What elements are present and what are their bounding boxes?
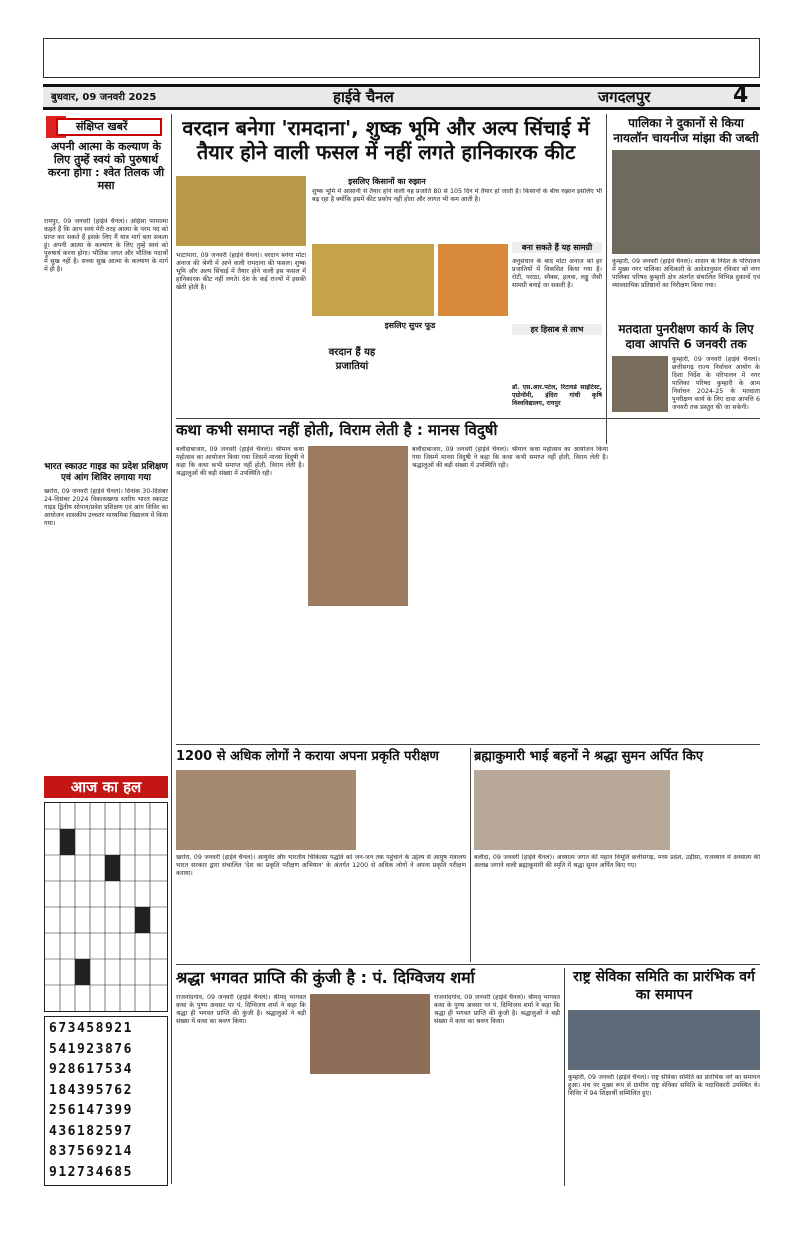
left-story2-body: खरोरा, 09 जनवरी (हाईवे चैनल)। दिनांक 30-दिसंबर 24-दिसंबर 2024 विकासखण्ड स्तरीय भारत स्काउट गाइड द्वितीय सोपान/प्रवेश प्रशिक्षण एवं आंग शिविर का आयोजन शासकीय उच्चतर माध्यमिक विद्यालय में किया गया। (44, 488, 168, 527)
sudoku-row: 837569214 (49, 1144, 133, 1159)
grain-closeup-photo (438, 244, 508, 316)
sudoku-row: 673458921 (49, 1021, 133, 1036)
page-number: 4 (733, 83, 749, 108)
brahma-headline: ब्रह्माकुमारी भाई बहनों ने श्रद्धा सुमन अर्पित किए (474, 749, 704, 764)
right-top-headline: पालिका ने दुकानों से किया नायलॉन चायनीज मांझा की जब्ती (613, 116, 759, 145)
lead-body-3: अनुसंधान के बाद मोटा अनाज को हर प्रजातियों में विकसित किया गया है। रोटी, पराठा, स्नैक्स, हलवा, लड्डू जैसी सामग्री बनाई जा सकती है। (512, 258, 602, 289)
section-divider (176, 744, 760, 745)
lead-body-2: शुष्क भूमि में आसानी से तैयार होने वाली यह प्रजाति 80 से 105 दिन में तैयार हो जाती है। किसानों के बीच रुझान इसलिए भी बढ़ रहा है क्योंकि इसमें कीट प्रकोप नहीं होता और लागत भी कम आती है। (312, 188, 602, 203)
crossword-cells (45, 803, 167, 1011)
sudoku-rows (45, 1017, 167, 1185)
sudoku-row: 436182597 (49, 1123, 133, 1139)
rashtra-group-photo (568, 1010, 760, 1070)
sudoku-row: 541923876 (49, 1041, 133, 1057)
lead-headline: वरदान बनेगा 'रामदाना', शुष्क भूमि और अल्प सिंचाई में तैयार होने वाली फसल में नहीं लगते हानिकारक कीट (182, 116, 590, 164)
column-divider (564, 968, 565, 1186)
puzzle-title: आज का हल (44, 776, 168, 798)
sudoku-row: 184395762 (49, 1082, 133, 1098)
bhagwat-speaker-photo (310, 994, 430, 1074)
issue-date: बुधवार, 09 जनवरी 2025 (51, 92, 157, 103)
sudoku-row: 928617534 (49, 1062, 133, 1077)
left-story2-title: भारत स्काउट गाइड का प्रदेश प्रशिक्षण एवं आंग शिविर लगाया गया (44, 462, 168, 483)
kite-shop-photo (612, 150, 760, 254)
health-camp-photo (176, 770, 356, 850)
bhagwat-headline: श्रद्धा भगवत प्राप्ति की कुंजी है : पं. दिग्विजय शर्मा (176, 968, 475, 987)
paper-name: हाईवे चैनल (333, 88, 394, 106)
lead-sub-2: इसलिए सुपर फूड (384, 321, 436, 330)
bhagwat-body-cont: राजनांदगांव, 09 जनवरी (हाईवे चैनल)। श्रीमद् भागवत कथा के पुण्य अवसर पर पं. दिग्विजय शर्मा ने कहा कि श्रद्धा ही भगवत प्राप्ति की कुंजी है। श्रद्धालुओं ने बड़ी संख्या में कथा का श्रवण किया। (434, 994, 560, 1025)
bhagwat-body: राजनांदगांव, 09 जनवरी (हाईवे चैनल)। श्रीमद् भागवत कथा के पुण्य अवसर पर पं. दिग्विजय शर्मा ने कहा कि श्रद्धा ही भगवत प्राप्ति की कुंजी है। श्रद्धालुओं ने बड़ी संख्या में कथा का श्रवण किया। (176, 994, 306, 1025)
katha-body: बलौदाबाजार, 09 जनवरी (हाईवे चैनल)। श्रीमान कथा महोत्सव का आयोजन किया गया जिसमें मानस विदुषी ने कहा कि कथा कभी समाप्त नहीं होती, विराम लेती है। श्रद्धालुओं की बड़ी संख्या में उपस्थिति रही। (176, 446, 304, 477)
sudoku-solution (44, 1016, 168, 1186)
lead-sub-5: हर हिसाब से लाभ (512, 324, 602, 335)
grain-crop-photo (176, 176, 306, 246)
lead-author: डॉ. एस.आर.पटेल, रिटायर्ड साइंटिस्ट, एग्रोनॉमी, इंदिरा गांधी कृषि विश्वविद्यालय, रायपुर (512, 384, 602, 407)
voter-revision-headline: मतदाता पुनरीक्षण कार्य के लिए दावा आपत्ति 6 जनवरी तक (618, 322, 754, 351)
column-divider (171, 114, 172, 1184)
katha-speaker-photo (308, 446, 408, 606)
katha-body-cont: बलौदाबाजार, 09 जनवरी (हाईवे चैनल)। श्रीमान कथा महोत्सव का आयोजन किया गया जिसमें मानस विदुषी ने कहा कि कथा कभी समाप्त नहीं होती, विराम लेती है। श्रद्धालुओं की बड़ी संख्या में उपस्थिति रही। (412, 446, 608, 469)
rashtra-headline: राष्ट्र सेविका समिति का प्रारंभिक वर्ग का समापन (573, 969, 755, 1003)
city-name: जगदलपुर (598, 88, 651, 106)
crossword-grid (44, 802, 168, 1012)
sudoku-row: 912734685 (49, 1164, 133, 1180)
section-divider (176, 964, 760, 965)
left-story1-title: अपनी आत्मा के कल्याण के लिए तुम्हें स्वयं को पुरुषार्थ करना होगा : श्वेत तिलक जी मसा (47, 140, 165, 192)
sudoku-row: 256147399 (49, 1103, 133, 1118)
lead-sub-3: वरदान हैं यह प्रजातियां (328, 347, 376, 372)
brahma-photo (474, 770, 670, 850)
top-blank-box (43, 38, 760, 78)
prakriti-body: खरोरा, 09 जनवरी (हाईवे चैनल)। आयुर्वेद और भारतीय चिकित्सा पद्धति को जन-जन तक पहुंचाने के उद्देश्य से आयुष मंत्रालय भारत सरकार द्वारा संचालित 'देश का प्रकृति परीक्षण अभियान' के अंतर्गत 1200 से अधिक लोगों ने अपना प्रकृति परीक्षण कराया। (176, 854, 466, 877)
left-story1-body: रायपुर, 09 जनवरी (हाईवे चैनल)। अहिंसा परमात्मा कहते हैं कि आप स्वयं मेरी तरह आत्मा के परम पद को प्राप्त कर सकते हैं इसके लिए मैं यात्र मार्ग बता सकता हूं। अपनी आत्मा के कल्याण के लिए तुम्हें स्वयं को पुरुषार्थ करना होगा। भौतिक जगत और भौतिक पदार्थों में सुख नहीं है। सच्चा सुख आत्मा के कल्याण के मार्ग में ही है। (44, 218, 168, 273)
grain-field-photo (312, 244, 434, 316)
lead-sub-1: इसलिए किसानों का रुझान (348, 177, 426, 186)
masthead (43, 84, 760, 110)
lead-sub-4: बना सकते हैं यह सामग्री (512, 242, 602, 253)
voter-photo (612, 356, 668, 412)
brief-news-badge: संक्षिप्त खबरें (56, 118, 162, 136)
voter-revision-body: कुम्हारी, 09 जनवरी (हाईवे चैनल)। छत्तीसगढ़ राज्य निर्वाचन आयोग के दिशा निर्देश के परिपालन में नगर पालिका परिषद कुम्हारी के आम निर्वाचन 2024-25 के मतदाता पुनरीक्षण कार्य के लिए दावा आपत्ति 6 जनवरी तक प्रस्तुत की जा सकेगी। (672, 356, 760, 411)
katha-headline: कथा कभी समाप्त नहीं होती, विराम लेती है : मानस विदुषी (176, 421, 498, 439)
lead-body-1: भाटापारा, 09 जनवरी (हाईवे चैनल)। वरदान बनेगा मोटा अनाज की श्रेणी में आने वाली रामदाना की फसल। शुष्क भूमि और अल्प सिंचाई में तैयार होने वाली इस फसल में हानिकारक कीट नहीं लगते। देश के कई राज्यों में इसकी खेती होती है। (176, 252, 306, 291)
column-divider (470, 748, 471, 962)
brahma-body: बलौदा, 09 जनवरी (हाईवे चैनल)। अध्यात्म जगत की महान विभूति छत्तीसगढ़, मध्य प्रदेश, उड़ीसा, राजस्थान में अध्यात्म की अलख जगाने वाली ब्रह्माकुमारी की स्मृति में श्रद्धा सुमन अर्पित किए गए। (474, 854, 760, 869)
right-top-body: कुम्हारी, 09 जनवरी (हाईवे चैनल)। शासन के निर्देश के परिपालन में मुख्य नगर पालिका अधिकारी के आदेशानुसार रविवार को नगर पालिका परिषद कुम्हारी क्षेत्र अंतर्गत संचालित विभिन्न दुकानों एवं व्यावसायिक प्रतिष्ठानों का निरीक्षण किया गया। (612, 258, 760, 289)
prakriti-headline: 1200 से अधिक लोगों ने कराया अपना प्रकृति परीक्षण (176, 749, 439, 764)
section-divider (176, 418, 760, 419)
rashtra-body: कुम्हारी, 09 जनवरी (हाईवे चैनल)। राष्ट्र सेविका समिति का प्रारंभिक वर्ग का समापन हुआ। मंच पर मुख्य रूप से ग्रामीण राष्ट्र सेविका समिति के पदाधिकारी उपस्थित थे। शिविर में 94 शिक्षार्थी सम्मिलित हुए। (568, 1074, 760, 1097)
column-divider (606, 114, 607, 444)
